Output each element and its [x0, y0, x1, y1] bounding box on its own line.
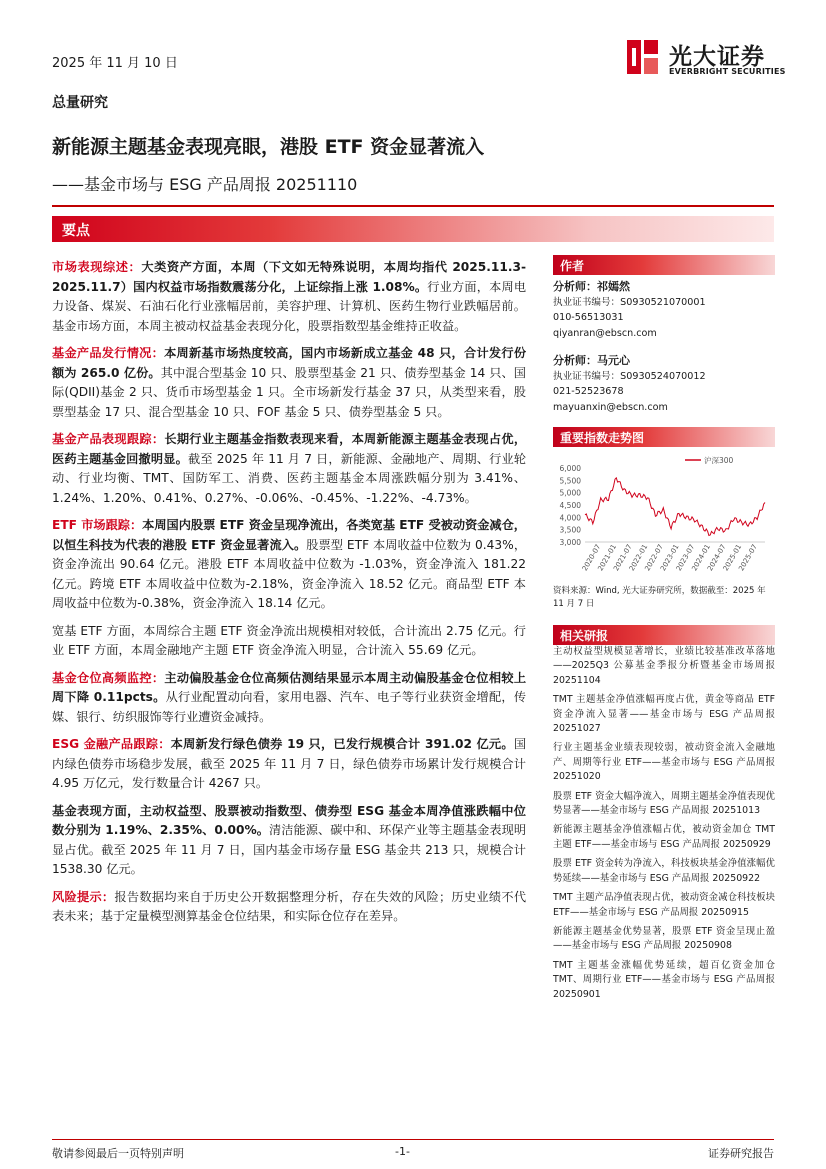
- analyst-email[interactable]: mayuanxin@ebscn.com: [553, 401, 668, 413]
- report-subtitle: ——基金市场与 ESG 产品周报 20251110: [52, 175, 358, 194]
- x-tick-label: 2021-01: [596, 543, 619, 573]
- index-chart-header: [553, 427, 775, 447]
- y-tick-label: 6,000: [559, 464, 581, 473]
- x-tick-label: 2024-07: [706, 543, 728, 573]
- paragraph-esg: [52, 735, 526, 794]
- main-content: [52, 258, 526, 935]
- lead-label: 基金仓位高频监控：: [52, 670, 165, 685]
- report-category: 总量研究: [52, 95, 108, 111]
- lead-label: ETF 市场跟踪：: [52, 518, 143, 532]
- header-divider: [52, 205, 774, 207]
- related-report-item[interactable]: TMT 主题产品净值表现占优，被动资金减仓科技板块 ETF——基金市场与 ESG 产品周报 20250915: [553, 892, 775, 918]
- index-chart-svg: [553, 450, 775, 578]
- legend-label: 沪深300: [704, 456, 734, 465]
- keypoints-label: 要点: [62, 223, 90, 239]
- related-header: [553, 625, 775, 645]
- footer-divider: [52, 1139, 774, 1140]
- lead-label: 基金产品表现跟踪：: [52, 432, 165, 446]
- analyst-email[interactable]: qiyanran@ebscn.com: [553, 327, 657, 339]
- y-tick-label: 3,500: [559, 525, 581, 535]
- body-text: 国内绿色债券市场稳步发展，截至 2025 年 11 月 7 日，绿色债券市场累计发行规模合计 4.95 万亿元，发行数量合计 4267 只。: [52, 737, 526, 790]
- x-tick-label: 2021-07: [612, 543, 634, 573]
- analyst-1: [553, 279, 775, 341]
- analyst-phone: 021-52523678: [553, 386, 624, 397]
- body-text: 截至 2025 年 11 月 7 日，新能源、金融地产、周期、行业轮动、行业均衡、TMT、国防军工、消费、医药主题基金本周涨跌幅分别为 3.41%、1.24%、1.20%、0.41%、0.27%、-0.06%、-0.45%、-1.22%、-4.73%。: [52, 451, 527, 505]
- related-report-item[interactable]: 股票 ETF 资金转为净流入，科技板块基金净值涨幅优势延续——基金市场与 ESG 产品周报 20250922: [553, 858, 775, 884]
- lead-label: 市场表现综述：: [52, 260, 142, 274]
- authors-label: 作者: [560, 259, 585, 273]
- related-bar: [553, 625, 775, 645]
- footer-disclaimer: 敬请参阅最后一页特别声明: [52, 1147, 184, 1160]
- logo-chinese-name: 光大证券: [669, 44, 765, 70]
- index-chart-bar: [553, 427, 775, 447]
- body-text: 行业方面，本周电力设备、煤炭、石油石化行业涨幅居前，美容护理、计算机、医药生物行业跌幅居前。基金市场方面，本周主被动权益基金表现分化，股票指数型基金维持正收益。: [52, 279, 527, 333]
- bold-text: 主动偏股基金仓位高频估测结果显示本周主动偏股基金仓位相较上周下降 0.11pcts。: [52, 670, 527, 704]
- related-report-item[interactable]: 股票 ETF 资金大幅净流入，周期主题基金净值表现优势显著——基金市场与 ESG 产品周报 20251013: [553, 790, 775, 817]
- analyst-phone: 010-56513031: [553, 312, 624, 323]
- bold-text: 本周国内股票 ETF 资金呈现净流出，各类宽基 ETF 受被动资金减仓，以恒生科技为代表的港股 ETF 资金显著流入。: [52, 518, 526, 552]
- bold-text: 本周新发行绿色债券 19 只，已发行规模合计 391.02 亿元。: [170, 737, 514, 751]
- related-label: 相关研报: [560, 629, 609, 643]
- paragraph-issuance: [52, 344, 526, 422]
- y-tick-label: 5,000: [559, 488, 581, 498]
- x-tick-label: 2025-01: [721, 543, 744, 573]
- x-tick-label: 2023-07: [674, 543, 697, 573]
- x-tick-label: 2020-07: [580, 543, 603, 573]
- related-report-item[interactable]: TMT 主题基金涨幅优势延续，超百亿资金加仓 TMT、周期行业 ETF——基金市场与 ESG 产品周报 20250901: [553, 959, 775, 1000]
- report-title: 新能源主题基金表现亮眼，港股 ETF 资金显著流入: [52, 136, 485, 158]
- company-logo: [625, 36, 785, 84]
- paragraph-etf-broad: [52, 622, 526, 661]
- x-tick-label: 2024-01: [690, 543, 712, 573]
- lead-label: ESG 金融产品跟踪：: [52, 737, 171, 751]
- analyst-cert: 执业证书编号：S0930521070001: [553, 296, 706, 308]
- bold-text: 基金表现方面，主动权益型、股票被动指数型、债券型 ESG 基金本周净值涨跌幅中位数分别为 1.19%、2.35%、0.00%。: [52, 803, 526, 837]
- series-line-hs300: [585, 478, 765, 536]
- related-report-item[interactable]: 主动权益型规模显著增长，业绩比较基准改革落地——2025Q3 公募基金季报分析暨基金市场周报 20251104: [553, 646, 775, 686]
- analyst-cert: 执业证书编号：S0930524070012: [553, 370, 706, 382]
- related-report-item[interactable]: 行业主题基金业绩表现较弱，被动资金流入金融地产、周期等行业 ETF——基金市场与 ESG 产品周报 20251020: [553, 742, 775, 783]
- x-tick-label: 2023-01: [659, 543, 681, 573]
- body-text: 股票型 ETF 本周收益中位数为 0.43%，资金净流出 90.64 亿元。港股 ETF 本周收益中位数为 -1.03%，资金净流入 181.22 亿元。跨境 ETF 本周收益中位数为-2.18%，资金净流入 18.52 亿元。商品型 ETF 本周收益中位数为-0.38%，资金净流入 18.14 亿元。: [52, 537, 527, 610]
- bold-text: 长期行业主题基金指数表现来看，本周新能源主题基金表现占优，医药主题基金回撤明显。: [52, 432, 527, 466]
- keypoints-bar: [52, 216, 774, 242]
- report-date: 2025 年 11 月 10 日: [52, 56, 178, 71]
- analyst-name: 分析师：马元心: [553, 354, 630, 367]
- chart-caption: 资料来源：Wind, 光大证券研究所，数据截至：2025 年 11 月 7 日: [553, 586, 766, 609]
- related-report-item[interactable]: 新能源主题基金净值涨幅占优，被动资金加仓 TMT 主题 ETF——基金市场与 ESG 产品周报 20250929: [553, 824, 775, 850]
- body-text: 从行业配置动向看，家用电器、汽车、电子等行业获资金增配，传媒、银行、纺织服饰等行业遭资金减持。: [52, 690, 527, 724]
- authors-bar: [553, 255, 775, 275]
- paragraph-etf: [52, 516, 526, 614]
- analyst-name: 分析师：祁嫣然: [553, 280, 630, 293]
- paragraph-position: [52, 669, 526, 728]
- paragraph-esg-fund: [52, 802, 526, 880]
- everbright-logo-icon: [625, 36, 661, 78]
- y-tick-label: 5,500: [559, 476, 581, 486]
- y-tick-label: 3,000: [559, 538, 581, 547]
- logo-english-name: EVERBRIGHT SECURITIES: [669, 67, 786, 76]
- x-tick-label: 2025-07: [737, 543, 759, 573]
- x-tick-label: 2022-01: [627, 543, 650, 573]
- paragraph-performance: [52, 430, 526, 508]
- paragraph-risk: [52, 888, 526, 927]
- authors-section: [553, 255, 775, 415]
- body-text: 清洁能源、碳中和、环保产业等主题基金表现明显占优。截至 2025 年 11 月 7 日，国内基金市场存量 ESG 基金共 213 只，规模合计 1538.30 亿元。: [52, 823, 527, 876]
- related-report-item[interactable]: TMT 主题基金净值涨幅再度占优，黄金等商品 ETF 资金净流入显著——基金市场与 ESG 产品周报 20251027: [553, 694, 775, 735]
- lead-label: 风险提示：: [52, 889, 115, 904]
- y-tick-label: 4,000: [559, 513, 581, 523]
- paragraph-market-review: [52, 258, 526, 336]
- index-chart: [553, 450, 775, 578]
- related-report-item[interactable]: 新能源主题基金优势显著，股票 ETF 资金呈现止盈——基金市场与 ESG 产品周报 20250908: [553, 925, 775, 952]
- y-tick-label: 4,500: [559, 501, 581, 510]
- footer-report-type: 证券研究报告: [708, 1147, 774, 1160]
- body-text: 其中混合型基金 10 只、股票型基金 21 只、债券型基金 14 只、国际(QDII)基金 2 只、货币市场型基金 1 只。全市场新发行基金 37 只，从类型来看，股票型基金 17 只、混合型基金 10 只、FOF 基金 5 只、债券型基金 5 只。: [52, 365, 526, 419]
- lead-label: 基金产品发行情况：: [52, 346, 165, 360]
- body-text: 报告数据均来自于历史公开数据整理分析，存在失效的风险；历史业绩不代表未来；基于定量模型测算基金仓位结果，和实际仓位存在差异。: [52, 889, 527, 923]
- body-text: 宽基 ETF 方面，本周综合主题 ETF 资金净流出规模相对较低，合计流出 2.75 亿元。行业 ETF 方面，本周金融地产主题 ETF 资金净流入明显，合计流入 55.69 亿元。: [52, 623, 526, 657]
- page-number: -1-: [395, 1145, 410, 1158]
- bold-text: 大类资产方面，本周（下文如无特殊说明，本周均指代 2025.11.3-2025.11.7）国内权益市场指数震荡分化，上证综指上涨 1.08%。: [52, 260, 527, 294]
- analyst-2: [553, 353, 775, 415]
- x-tick-label: 2022-07: [643, 543, 665, 573]
- related-research-list: [553, 645, 775, 1007]
- bold-text: 本周新基市场热度较高，国内市场新成立基金 48 只，合计发行份额为 265.0 亿份。: [52, 346, 527, 380]
- index-chart-label: 重要指数走势图: [560, 431, 645, 445]
